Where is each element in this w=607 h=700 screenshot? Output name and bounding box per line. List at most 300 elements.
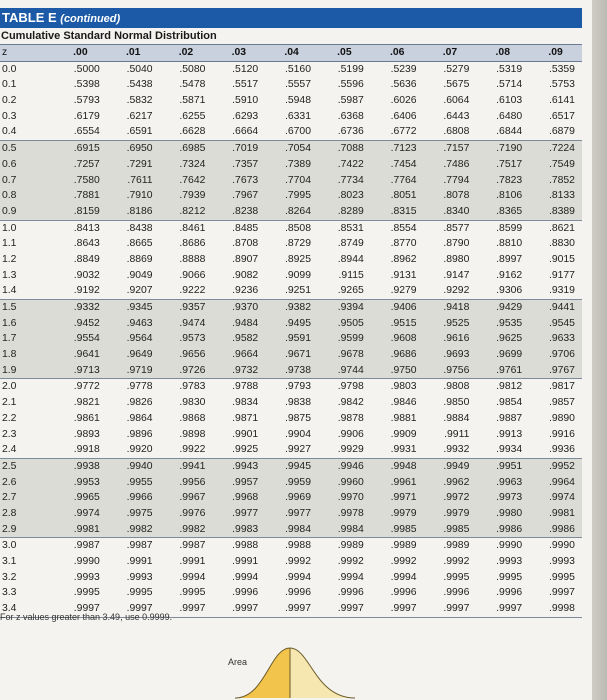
table-cell: .9306 bbox=[476, 283, 529, 300]
table-cell: .9788 bbox=[232, 381, 259, 393]
table-cell: .5080 bbox=[179, 63, 206, 75]
table-cell: .9616 bbox=[424, 331, 477, 347]
table-cell: .9994 bbox=[179, 571, 206, 583]
table-cell: .9994 bbox=[232, 571, 259, 583]
table-cell: .9916 bbox=[548, 428, 575, 440]
table-cell: .8023 bbox=[318, 188, 371, 204]
table-cell: .9962 bbox=[424, 475, 477, 491]
table-cell: .9699 bbox=[476, 347, 529, 363]
table-cell: .9943 bbox=[212, 459, 265, 475]
table-cell: .5319 bbox=[496, 63, 523, 75]
table-cell: .9992 bbox=[390, 556, 417, 567]
table-cell: .9927 bbox=[265, 442, 318, 459]
table-cell: .9997 bbox=[54, 601, 107, 618]
table-cell: .7088 bbox=[318, 141, 371, 157]
row-z-value: 2.8 bbox=[0, 506, 54, 522]
table-cell: .9772 bbox=[73, 381, 100, 393]
table-cell: .7190 bbox=[476, 141, 529, 157]
table-cell: .9988 bbox=[232, 540, 259, 552]
table-cell: .9990 bbox=[496, 540, 523, 552]
table-cell: .9633 bbox=[529, 331, 582, 347]
table-cell: .9918 bbox=[54, 442, 107, 459]
table-cell: .9995 bbox=[443, 571, 470, 583]
table-cell: .5239 bbox=[390, 63, 417, 75]
table-cell: .9332 bbox=[54, 300, 107, 316]
table-cell: .9996 bbox=[232, 587, 259, 599]
table-cell: .8238 bbox=[212, 204, 265, 221]
table-cell: .9884 bbox=[443, 412, 470, 424]
table-cell: .9875 bbox=[284, 412, 311, 424]
header-col: .03 bbox=[212, 44, 265, 62]
row-z-value: 2.9 bbox=[0, 522, 54, 539]
table-cell: .8665 bbox=[126, 238, 153, 250]
table-cell: .9932 bbox=[424, 442, 477, 459]
row-z-value: 2.6 bbox=[0, 475, 54, 491]
table-cell: .7967 bbox=[212, 188, 265, 204]
table-cell: .7673 bbox=[212, 173, 265, 189]
table-cell: .9980 bbox=[476, 506, 529, 522]
table-cell: .9838 bbox=[284, 397, 311, 409]
table-cell: .9981 bbox=[529, 506, 582, 522]
table-cell: .5948 bbox=[284, 95, 311, 107]
table-cell: .9957 bbox=[212, 475, 265, 491]
table-cell: .8186 bbox=[107, 204, 160, 221]
table-cell: .5753 bbox=[548, 79, 575, 91]
table-cell: .9812 bbox=[496, 381, 523, 393]
table-cell: .9706 bbox=[529, 347, 582, 363]
header-col: .07 bbox=[424, 44, 477, 62]
header-col: .02 bbox=[160, 44, 213, 62]
table-cell: .8264 bbox=[265, 204, 318, 221]
row-z-value: 3.2 bbox=[2, 571, 17, 583]
table-cell: .9960 bbox=[318, 475, 371, 491]
table-cell: .5832 bbox=[126, 95, 153, 107]
table-cell: .9992 bbox=[337, 556, 364, 567]
table-cell: .9147 bbox=[443, 269, 470, 281]
table-cell: .5675 bbox=[443, 79, 470, 91]
table-cell: .9744 bbox=[318, 363, 371, 380]
table-cell: .8621 bbox=[548, 222, 575, 234]
table-cell: .9952 bbox=[529, 459, 582, 475]
table-cell: .9920 bbox=[107, 442, 160, 459]
table-cell: .5359 bbox=[548, 63, 575, 75]
table-cell: .9997 bbox=[371, 601, 424, 618]
table-cell: .8997 bbox=[496, 253, 523, 265]
table-cell: .9686 bbox=[371, 347, 424, 363]
table-cell: .9898 bbox=[179, 428, 206, 440]
table-cell: .8485 bbox=[232, 222, 259, 234]
table-cell: .5040 bbox=[126, 63, 153, 75]
table-cell: .9783 bbox=[179, 381, 206, 393]
table-cell: .9983 bbox=[212, 522, 265, 539]
table-cell: .9370 bbox=[212, 300, 265, 316]
table-cell: .8365 bbox=[476, 204, 529, 221]
table-cell: .9995 bbox=[496, 571, 523, 583]
row-z-value: 1.3 bbox=[2, 269, 17, 281]
table-cell: .6664 bbox=[212, 124, 265, 141]
table-cell: .8907 bbox=[232, 253, 259, 265]
table-cell: .8340 bbox=[424, 204, 477, 221]
table-cell: .9871 bbox=[232, 412, 259, 424]
table-cell: .9857 bbox=[548, 397, 575, 409]
table-cell: .9901 bbox=[232, 428, 259, 440]
table-cell: .8106 bbox=[476, 188, 529, 204]
table-cell: .6844 bbox=[476, 124, 529, 141]
table-cell: .9951 bbox=[476, 459, 529, 475]
row-z-value: 1.7 bbox=[0, 331, 54, 347]
table-cell: .9948 bbox=[371, 459, 424, 475]
table-cell: .9963 bbox=[476, 475, 529, 491]
table-cell: .5871 bbox=[179, 95, 206, 107]
table-cell: .6591 bbox=[107, 124, 160, 141]
row-z-value: 3.1 bbox=[2, 556, 17, 567]
table-cell: .6772 bbox=[371, 124, 424, 141]
table-cell: .8708 bbox=[232, 238, 259, 250]
table-cell: .9949 bbox=[424, 459, 477, 475]
table-cell: .5279 bbox=[443, 63, 470, 75]
table-cell: .8289 bbox=[318, 204, 371, 221]
table-cell: .9995 bbox=[126, 587, 153, 599]
table-cell: .9987 bbox=[179, 540, 206, 552]
table-cell: .9967 bbox=[160, 490, 213, 506]
table-cell: .6554 bbox=[54, 124, 107, 141]
table-cell: .9979 bbox=[371, 506, 424, 522]
row-z-value: 0.2 bbox=[2, 95, 17, 107]
header-col: .00 bbox=[54, 44, 107, 62]
table-cell: .5793 bbox=[73, 95, 100, 107]
table-cell: .7224 bbox=[529, 141, 582, 157]
table-cell: .7257 bbox=[54, 157, 107, 173]
table-cell: .9970 bbox=[318, 490, 371, 506]
z-table bbox=[0, 44, 582, 618]
table-cell: .8686 bbox=[179, 238, 206, 250]
table-cell: .9738 bbox=[265, 363, 318, 380]
table-cell: .6026 bbox=[390, 95, 417, 107]
table-cell: .9906 bbox=[337, 428, 364, 440]
table-cell: .9535 bbox=[476, 316, 529, 332]
table-cell: .7324 bbox=[160, 157, 213, 173]
header-col: .05 bbox=[318, 44, 371, 62]
table-cell: .9984 bbox=[265, 522, 318, 539]
table-cell: .6406 bbox=[390, 110, 417, 122]
table-cell: .9989 bbox=[337, 540, 364, 552]
table-cell: .9192 bbox=[54, 283, 107, 300]
table-cell: .9991 bbox=[232, 556, 259, 567]
row-z-value: 0.0 bbox=[2, 63, 17, 75]
table-cell: .9909 bbox=[390, 428, 417, 440]
table-cell: .6141 bbox=[548, 95, 575, 107]
table-cell: .9993 bbox=[73, 571, 100, 583]
table-cell: .9975 bbox=[107, 506, 160, 522]
table-cell: .9868 bbox=[179, 412, 206, 424]
table-cell: .9463 bbox=[107, 316, 160, 332]
table-cell: .9750 bbox=[371, 363, 424, 380]
table-cell: .9991 bbox=[179, 556, 206, 567]
row-z-value: 1.8 bbox=[0, 347, 54, 363]
table-cell: .9778 bbox=[126, 381, 153, 393]
table-cell: .9931 bbox=[371, 442, 424, 459]
table-cell: .9452 bbox=[54, 316, 107, 332]
table-cell: .6480 bbox=[496, 110, 523, 122]
table-cell: .9946 bbox=[318, 459, 371, 475]
table-cell: .7852 bbox=[529, 173, 582, 189]
table-cell: .7642 bbox=[160, 173, 213, 189]
table-cell: .9979 bbox=[424, 506, 477, 522]
table-cell: .9015 bbox=[548, 253, 575, 265]
table-cell: .5000 bbox=[73, 63, 100, 75]
table-cell: .9207 bbox=[107, 283, 160, 300]
table-cell: .9830 bbox=[179, 397, 206, 409]
table-cell: .7611 bbox=[107, 173, 160, 189]
table-cell: .9484 bbox=[212, 316, 265, 332]
table-cell: .8869 bbox=[126, 253, 153, 265]
row-z-value: 0.3 bbox=[2, 110, 17, 122]
table-cell: .9972 bbox=[424, 490, 477, 506]
row-z-value: 0.8 bbox=[0, 188, 54, 204]
curve-area-shaded bbox=[235, 648, 290, 698]
table-cell: .9817 bbox=[548, 381, 575, 393]
table-cell: .6293 bbox=[232, 110, 259, 122]
table-cell: .9997 bbox=[265, 601, 318, 618]
table-cell: .9082 bbox=[232, 269, 259, 281]
table-cell: .6985 bbox=[160, 141, 213, 157]
table-cell: .9713 bbox=[54, 363, 107, 380]
table-cell: .9842 bbox=[337, 397, 364, 409]
table-cell: .7486 bbox=[424, 157, 477, 173]
table-cell: .9977 bbox=[212, 506, 265, 522]
table-cell: .9989 bbox=[443, 540, 470, 552]
table-cell: .8508 bbox=[284, 222, 311, 234]
table-cell: .7734 bbox=[318, 173, 371, 189]
table-cell: .6736 bbox=[318, 124, 371, 141]
table-cell: .8051 bbox=[371, 188, 424, 204]
table-cell: .9985 bbox=[424, 522, 477, 539]
table-cell: .9719 bbox=[107, 363, 160, 380]
table-cell: .9525 bbox=[424, 316, 477, 332]
table-cell: .9641 bbox=[54, 347, 107, 363]
table-cell: .7910 bbox=[107, 188, 160, 204]
table-cell: .9756 bbox=[424, 363, 477, 380]
table-cell: .9936 bbox=[529, 442, 582, 459]
table-cell: .7019 bbox=[212, 141, 265, 157]
table-cell: .9996 bbox=[443, 587, 470, 599]
table-cell: .9808 bbox=[443, 381, 470, 393]
table-cell: .9925 bbox=[212, 442, 265, 459]
table-cell: .8925 bbox=[284, 253, 311, 265]
table-cell: .7389 bbox=[265, 157, 318, 173]
table-cell: .9993 bbox=[496, 556, 523, 567]
header-col: .06 bbox=[371, 44, 424, 62]
table-cell: .9989 bbox=[390, 540, 417, 552]
table-cell: .7454 bbox=[371, 157, 424, 173]
table-cell: .6103 bbox=[496, 95, 523, 107]
table-cell: .9996 bbox=[390, 587, 417, 599]
table-cell: .9986 bbox=[529, 522, 582, 539]
table-cell: .9881 bbox=[390, 412, 417, 424]
table-cell: .9406 bbox=[371, 300, 424, 316]
table-cell: .9996 bbox=[496, 587, 523, 599]
table-cell: .7580 bbox=[54, 173, 107, 189]
table-cell: .8790 bbox=[443, 238, 470, 250]
table-cell: .9582 bbox=[212, 331, 265, 347]
table-cell: .9987 bbox=[126, 540, 153, 552]
row-z-value: 2.7 bbox=[0, 490, 54, 506]
table-cell: .9982 bbox=[160, 522, 213, 539]
table-cell: .7823 bbox=[476, 173, 529, 189]
header-col: .04 bbox=[265, 44, 318, 62]
table-cell: .8849 bbox=[73, 253, 100, 265]
row-z-value: 0.6 bbox=[0, 157, 54, 173]
table-cell: .9966 bbox=[107, 490, 160, 506]
table-title-bar bbox=[0, 8, 582, 28]
table-cell: .6700 bbox=[265, 124, 318, 141]
table-cell: .9625 bbox=[476, 331, 529, 347]
table-cell: .7357 bbox=[212, 157, 265, 173]
row-z-value: 1.9 bbox=[0, 363, 54, 380]
table-cell: .9993 bbox=[126, 571, 153, 583]
table-cell: .9545 bbox=[529, 316, 582, 332]
table-cell: .9938 bbox=[54, 459, 107, 475]
table-cell: .9994 bbox=[284, 571, 311, 583]
normal-curve-figure bbox=[215, 640, 375, 700]
table-cell: .9995 bbox=[73, 587, 100, 599]
row-z-value: 2.1 bbox=[2, 397, 17, 409]
table-cell: .7054 bbox=[265, 141, 318, 157]
table-cell: .6255 bbox=[179, 110, 206, 122]
table-cell: .9279 bbox=[371, 283, 424, 300]
table-cell: .9992 bbox=[443, 556, 470, 567]
table-cell: .9608 bbox=[371, 331, 424, 347]
table-cell: .9994 bbox=[390, 571, 417, 583]
table-cell: .9922 bbox=[160, 442, 213, 459]
table-cell: .9671 bbox=[265, 347, 318, 363]
table-cell: .9991 bbox=[126, 556, 153, 567]
table-cell: .9997 bbox=[212, 601, 265, 618]
table-cell: .5517 bbox=[232, 79, 259, 91]
table-cell: .8461 bbox=[179, 222, 206, 234]
table-title-suffix: (continued) bbox=[60, 13, 121, 25]
table-cell: .5120 bbox=[232, 63, 259, 75]
table-cell: .9761 bbox=[476, 363, 529, 380]
table-cell: .9934 bbox=[476, 442, 529, 459]
table-cell: .8944 bbox=[337, 253, 364, 265]
footnote: For z values greater than 3.49, use 0.9999. bbox=[0, 612, 173, 622]
row-z-value: 1.5 bbox=[0, 300, 54, 316]
table-cell: .8577 bbox=[443, 222, 470, 234]
table-cell: .9996 bbox=[284, 587, 311, 599]
table-cell: .7794 bbox=[424, 173, 477, 189]
table-cell: .9803 bbox=[390, 381, 417, 393]
table-cell: .9965 bbox=[54, 490, 107, 506]
table-cell: .9985 bbox=[371, 522, 424, 539]
table-cell: .9887 bbox=[496, 412, 523, 424]
table-cell: .9992 bbox=[284, 556, 311, 567]
table-cell: .9961 bbox=[371, 475, 424, 491]
table-cell: .9994 bbox=[337, 571, 364, 583]
table-cell: .9265 bbox=[318, 283, 371, 300]
row-z-value: 2.2 bbox=[2, 412, 17, 424]
table-cell: .9998 bbox=[529, 601, 582, 618]
table-cell: .9968 bbox=[212, 490, 265, 506]
table-cell: .7157 bbox=[424, 141, 477, 157]
table-cell: .9693 bbox=[424, 347, 477, 363]
table-cell: .8212 bbox=[160, 204, 213, 221]
row-z-value: 2.5 bbox=[0, 459, 54, 475]
table-cell: .9177 bbox=[548, 269, 575, 281]
table-cell: .7422 bbox=[318, 157, 371, 173]
table-cell: .5438 bbox=[126, 79, 153, 91]
table-cell: .5910 bbox=[232, 95, 259, 107]
table-cell: .9345 bbox=[107, 300, 160, 316]
table-cell: .9049 bbox=[126, 269, 153, 281]
table-cell: .9474 bbox=[160, 316, 213, 332]
table-cell: .9997 bbox=[107, 601, 160, 618]
row-z-value: 2.4 bbox=[0, 442, 54, 459]
table-cell: .8810 bbox=[496, 238, 523, 250]
table-cell: .7704 bbox=[265, 173, 318, 189]
table-cell: .6443 bbox=[443, 110, 470, 122]
table-cell: .8962 bbox=[390, 253, 417, 265]
table-cell: .9429 bbox=[476, 300, 529, 316]
table-cell: .9911 bbox=[444, 428, 470, 440]
table-cell: .9251 bbox=[265, 283, 318, 300]
row-z-value: 1.1 bbox=[2, 238, 17, 250]
table-cell: .8413 bbox=[73, 222, 100, 234]
header-z: z bbox=[0, 44, 54, 62]
table-cell: .6628 bbox=[160, 124, 213, 141]
row-z-value: 0.1 bbox=[2, 79, 17, 91]
table-cell: .7549 bbox=[529, 157, 582, 173]
row-z-value: 1.0 bbox=[2, 222, 17, 234]
table-cell: .8770 bbox=[390, 238, 417, 250]
table-cell: .9971 bbox=[371, 490, 424, 506]
row-z-value: 2.3 bbox=[2, 428, 17, 440]
table-cell: .9890 bbox=[548, 412, 575, 424]
table-cell: .8729 bbox=[284, 238, 311, 250]
table-cell: .9664 bbox=[212, 347, 265, 363]
table-cell: .9953 bbox=[54, 475, 107, 491]
table-cell: .9945 bbox=[265, 459, 318, 475]
table-cell: .9964 bbox=[529, 475, 582, 491]
header-col: .01 bbox=[107, 44, 160, 62]
table-cell: .8749 bbox=[337, 238, 364, 250]
table-cell: .9986 bbox=[476, 522, 529, 539]
table-cell: .8389 bbox=[529, 204, 582, 221]
table-cell: .9394 bbox=[318, 300, 371, 316]
table-cell: .9913 bbox=[496, 428, 523, 440]
table-cell: .9978 bbox=[318, 506, 371, 522]
table-cell: .9793 bbox=[284, 381, 311, 393]
table-cell: .9732 bbox=[212, 363, 265, 380]
table-cell: .9066 bbox=[179, 269, 206, 281]
table-cell: .8830 bbox=[548, 238, 575, 250]
table-cell: .7939 bbox=[160, 188, 213, 204]
table-cell: .8438 bbox=[126, 222, 153, 234]
table-cell: .9573 bbox=[160, 331, 213, 347]
row-z-value: 1.6 bbox=[0, 316, 54, 332]
table-cell: .6064 bbox=[443, 95, 470, 107]
table-cell: .5714 bbox=[496, 79, 523, 91]
table-cell: .9878 bbox=[337, 412, 364, 424]
table-cell: .6368 bbox=[337, 110, 364, 122]
table-cell: .9826 bbox=[126, 397, 153, 409]
table-cell: .9515 bbox=[371, 316, 424, 332]
row-z-value: 0.5 bbox=[0, 141, 54, 157]
table-cell: .9987 bbox=[73, 540, 100, 552]
table-cell: .6915 bbox=[54, 141, 107, 157]
table-cell: .9997 bbox=[548, 587, 575, 599]
table-cell: .9977 bbox=[265, 506, 318, 522]
